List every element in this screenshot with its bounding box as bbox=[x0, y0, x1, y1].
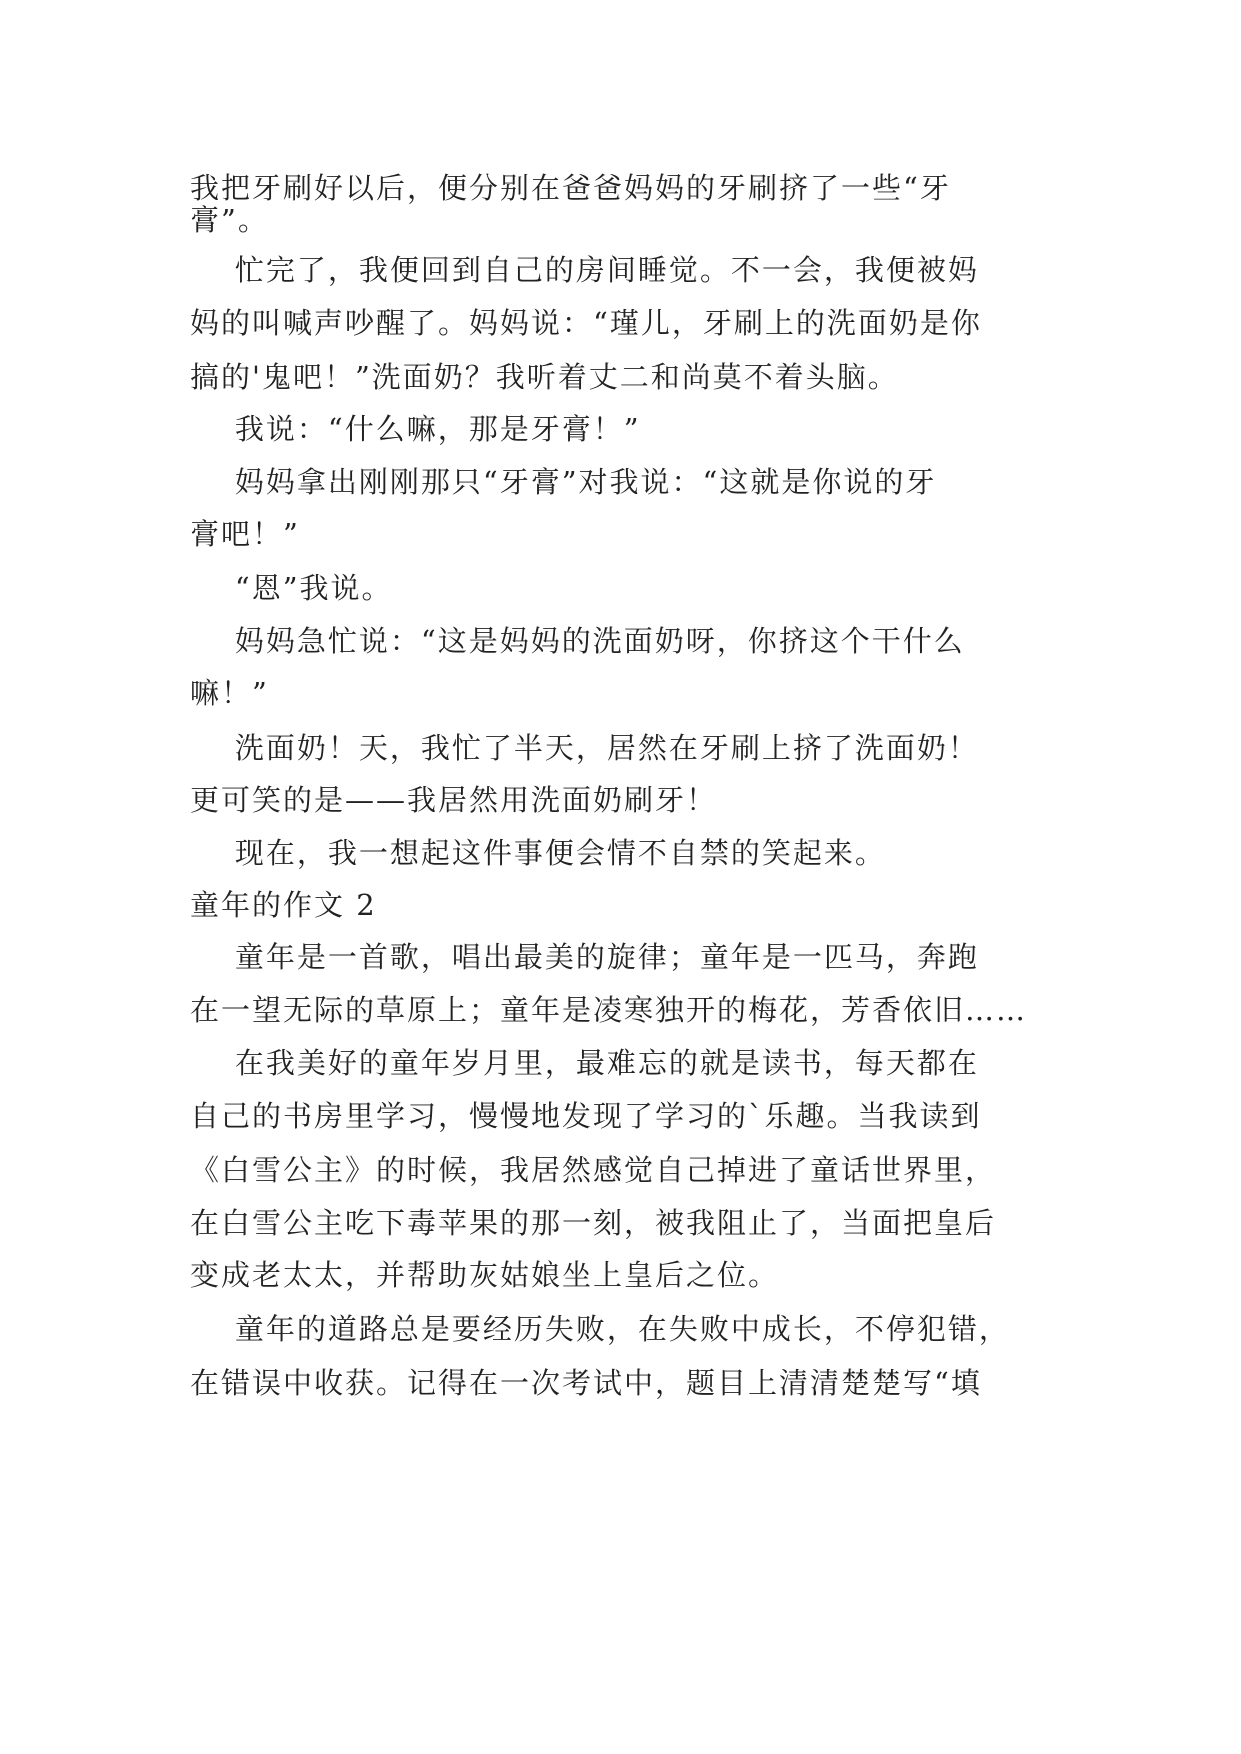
text-line: 童年的道路总是要经历失败，在失败中成长，不停犯错， bbox=[190, 1312, 1010, 1346]
text-line: 我说：“什么嘛，那是牙膏！” bbox=[190, 412, 641, 446]
text-line: 在一望无际的草原上；童年是凌寒独开的梅花，芳香依旧…… bbox=[190, 993, 1028, 1027]
text-line: 童年是一首歌，唱出最美的旋律；童年是一匹马，奔跑 bbox=[190, 940, 979, 974]
text-line: 《白雪公主》的时候，我居然感觉自己掉进了童话世界里， bbox=[190, 1153, 997, 1187]
text-line: 我把牙刷好以后，便分别在爸爸妈妈的牙刷挤了一些“牙 bbox=[190, 171, 951, 205]
text-line: 忙完了，我便回到自己的房间睡觉。不一会，我便被妈 bbox=[190, 253, 979, 287]
text-line: 嘛！” bbox=[190, 676, 269, 710]
text-line: 膏吧！” bbox=[190, 517, 300, 551]
text-line: 在错误中收获。记得在一次考试中，题目上清清楚楚写“填 bbox=[190, 1366, 982, 1400]
text-line: 在白雪公主吃下毒苹果的那一刻，被我阻止了，当面把皇后 bbox=[190, 1206, 997, 1240]
text-line: 搞的'鬼吧！”洗面奶？我听着丈二和尚莫不着头脑。 bbox=[190, 360, 899, 394]
text-line: 妈妈拿出刚刚那只“牙膏”对我说：“这就是你说的牙 bbox=[190, 465, 937, 499]
text-line: 膏”。 bbox=[190, 203, 269, 237]
text-line: 妈的叫喊声吵醒了。妈妈说：“瑾儿，牙刷上的洗面奶是你 bbox=[190, 306, 982, 340]
text-line: 更可笑的是——我居然用洗面奶刷牙！ bbox=[190, 783, 718, 817]
text-line: 自己的书房里学习，慢慢地发现了学习的`乐趣。当我读到 bbox=[190, 1099, 982, 1133]
text-line: 妈妈急忙说：“这是妈妈的洗面奶呀，你挤这个干什么 bbox=[190, 624, 965, 658]
section-heading: 童年的作文 2 bbox=[190, 888, 377, 922]
text-line: 洗面奶！天，我忙了半天，居然在牙刷上挤了洗面奶！ bbox=[190, 731, 979, 765]
text-line: 现在，我一想起这件事便会情不自禁的笑起来。 bbox=[190, 836, 886, 870]
text-line: 变成老太太，并帮助灰姑娘坐上皇后之位。 bbox=[190, 1258, 780, 1292]
text-line: “恩”我说。 bbox=[190, 571, 393, 605]
text-line: 在我美好的童年岁月里，最难忘的就是读书，每天都在 bbox=[190, 1046, 979, 1080]
